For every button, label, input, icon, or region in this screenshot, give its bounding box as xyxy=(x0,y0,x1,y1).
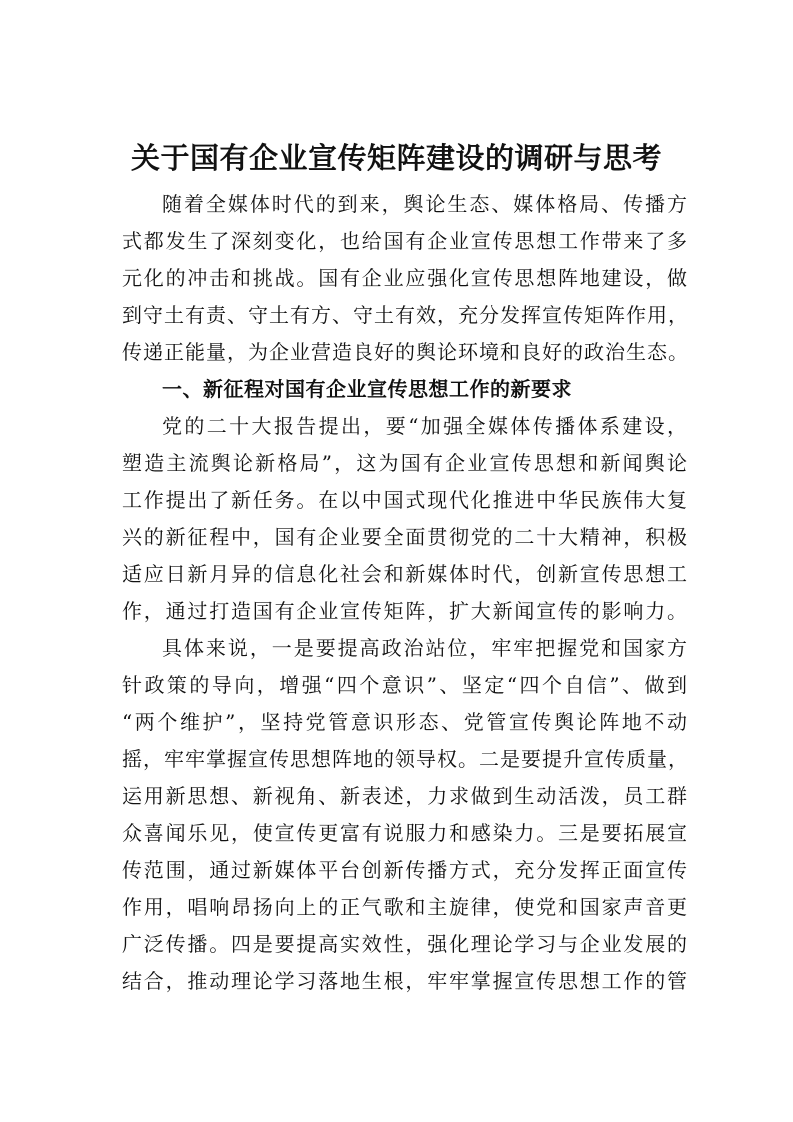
paragraph-line: 广泛传播。四是要提高实效性，强化理论学习与企业发展的 xyxy=(122,932,688,956)
document-title: 关于国有企业宣传矩阵建设的调研与思考 xyxy=(130,141,662,175)
paragraph-line: “两个维护”，坚持党管意识形态、党管宣传舆论阵地不动 xyxy=(122,710,688,734)
paragraph-line: 工作提出了新任务。在以中国式现代化推进中华民族伟大复 xyxy=(122,488,688,512)
paragraph-line: 塑造主流舆论新格局”，这为国有企业宣传思想和新闻舆论 xyxy=(122,451,688,475)
paragraph-line: 随着全媒体时代的到来，舆论生态、媒体格局、传播方 xyxy=(162,192,688,216)
paragraph-line: 摇，牢牢掌握宣传思想阵地的领导权。二是要提升宣传质量， xyxy=(122,747,689,771)
paragraph-line: 具体来说，一是要提高政治站位，牢牢把握党和国家方 xyxy=(162,636,688,660)
paragraph-line: 作，通过打造国有企业宣传矩阵，扩大新闻宣传的影响力。 xyxy=(122,599,688,623)
paragraph-line: 适应日新月异的信息化社会和新媒体时代，创新宣传思想工 xyxy=(122,562,688,586)
paragraph-line: 党的二十大报告提出，要“加强全媒体传播体系建设， xyxy=(162,414,688,438)
paragraph-line: 针政策的导向，增强“四个意识”、坚定“四个自信”、做到 xyxy=(122,673,688,697)
paragraph-line: 到守土有责、守土有方、守土有效，充分发挥宣传矩阵作用， xyxy=(122,303,689,327)
paragraph-line: 传范围，通过新媒体平台创新传播方式，充分发挥正面宣传 xyxy=(122,858,688,882)
paragraph-line: 传递正能量，为企业营造良好的舆论环境和良好的政治生态。 xyxy=(122,340,689,364)
paragraph-line: 众喜闻乐见，使宣传更富有说服力和感染力。三是要拓展宣 xyxy=(122,821,688,845)
paragraph-line: 作用，唱响昂扬向上的正气歌和主旋律，使党和国家声音更 xyxy=(122,895,688,919)
paragraph-line: 元化的冲击和挑战。国有企业应强化宣传思想阵地建设，做 xyxy=(122,266,688,290)
paragraph-line: 运用新思想、新视角、新表述，力求做到生动活泼，员工群 xyxy=(122,784,688,808)
paragraph-line: 结合，推动理论学习落地生根，牢牢掌握宣传思想工作的管 xyxy=(122,969,688,993)
paragraph-line: 兴的新征程中，国有企业要全面贯彻党的二十大精神，积极 xyxy=(122,525,688,549)
paragraph-line: 式都发生了深刻变化，也给国有企业宣传思想工作带来了多 xyxy=(122,229,688,253)
section-heading: 一、新征程对国有企业宣传思想工作的新要求 xyxy=(162,377,572,401)
